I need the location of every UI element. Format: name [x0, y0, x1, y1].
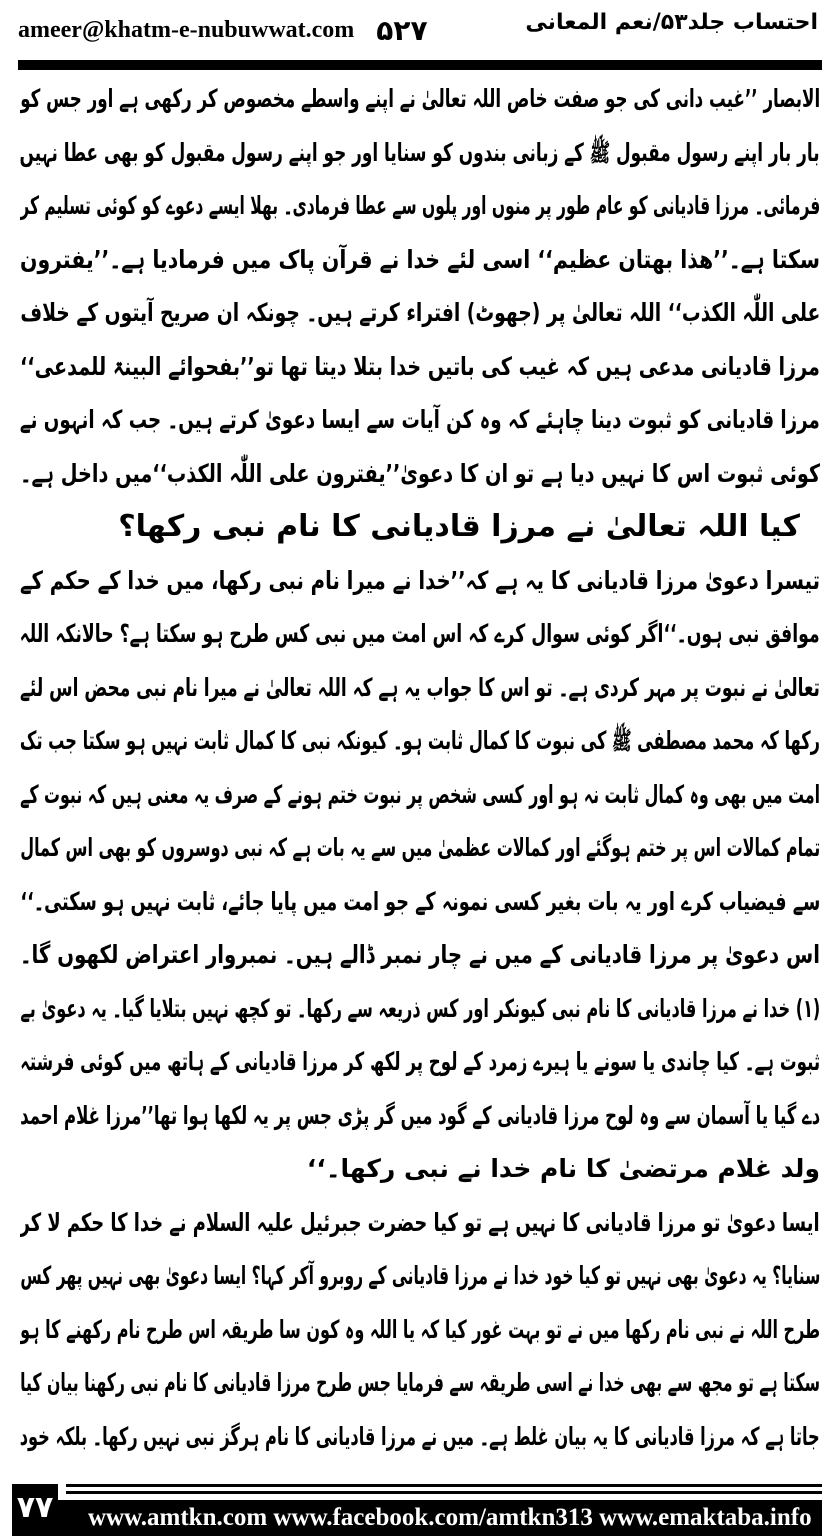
text-line [20, 714, 820, 768]
footer-page-number: ۷۷ [12, 1484, 58, 1536]
text-line-content: (۱) خدا نے مرزا قادیانی کا نام نبی کیونکر اور کس ذریعہ سے رکھا۔ تو کچھ نہیں بتلایا گیا۔ یہ دعویٰ بے [20, 993, 820, 1023]
text-line [20, 179, 820, 233]
text-line [20, 1410, 820, 1464]
text-line-content: سنایا؟ یہ دعویٰ بھی نہیں تو کیا خود خدا نے مرزا قادیانی کے روبرو آکر کہا؟ ایسا دعویٰ بھی نہیں پھر کس [20, 1261, 820, 1290]
footer-rule [66, 1484, 822, 1487]
text-line-content: جاتا ہے کہ مرزا قادیانی کا یہ بیان غلط ہے۔ میں نے مرزا قادیانی کا نام ہرگز نبی نہیں رکھا۔ بلکہ خود [20, 1421, 820, 1451]
text-line-content: فرمائی۔ مرزا قادیانی کو عام طور پر منوں اور پلوں سے عطا فرمادی۔ بھلا ایسے دعوے کو کوئی تسلیم کر [20, 191, 820, 220]
header-left-group [18, 8, 428, 52]
text-line-content: تیسرا دعویٰ مرزا قادیانی کا یہ ہے کہ’’خدا نے میرا نام نبی رکھا، میں خدا کے حکم کے [20, 565, 820, 595]
text-line-content: مرزا قادیانی کو ثبوت دینا چاہئے کہ وہ کن آیات سے ایسا دعویٰ کرتے ہیں۔ جب کہ انہوں نے [20, 405, 820, 434]
text-line [20, 607, 820, 661]
text-line [20, 1142, 820, 1196]
text-line [20, 1356, 820, 1410]
text-line [20, 661, 820, 715]
text-line-content: علی اللّٰہ الکذب‘‘ اللہ تعالیٰ پر (جھوٹ) افتراء کرتے ہیں۔ چونکہ ان صریح آیتوں کے خلاف [20, 298, 820, 327]
text-line-content: امت میں بھی وہ کمال ثابت نہ ہو اور کسی شخص پر نبوت ختم ہونے کے صرف یہ معنی ہیں کہ نبوت کے [20, 779, 820, 809]
header-email: ameer@khatm-e-nubuwwat.com [18, 16, 355, 43]
text-line-content: سے فیضیاب کرے اور یہ بات بغیر کسی نمونہ کے جو امت میں پایا جائے، ثابت نہیں ہو سکتی۔‘‘ [20, 886, 820, 916]
text-line [20, 126, 820, 180]
text-line [20, 340, 820, 394]
text-line-content: سکتا ہے تو مجھ سے بھی خدا نے اسی طریقہ سے فرمایا جس طرح مرزا قادیانی کا نام نبی رکھنا بیان کیا [20, 1368, 820, 1397]
text-line [20, 1196, 820, 1250]
text-line [20, 554, 820, 608]
text-line-content: مرزا قادیانی مدعی ہیں کہ غیب کی باتیں خدا بتلا دیتا تھا تو’’بفحوائے البینۃ للمدعی‘‘ [20, 351, 820, 381]
section-heading [20, 500, 820, 554]
text-line-content: تعالیٰ نے نبوت پر مہر کردی ہے۔ تو اس کا جواب یہ ہے کہ اللہ تعالیٰ نے میرا نام نبی محض اس لئے [20, 672, 820, 702]
text-line [20, 72, 820, 126]
text-line-content: کیا اللہ تعالیٰ نے مرزا قادیانی کا نام نبی رکھا؟ [118, 509, 800, 544]
text-line-content: اس دعویٰ پر مرزا قادیانی کے میں نے چار نمبر ڈالے ہیں۔ نمبروار اعتراض لکھوں گا۔ [20, 940, 820, 969]
text-line [20, 768, 820, 822]
text-line [20, 1249, 820, 1303]
text-line [20, 1035, 820, 1089]
text-line [20, 447, 820, 501]
text-line-content: کوئی ثبوت اس کا نہیں دیا ہے تو ان کا دعویٰ’’یفترون علی اللّٰہ الکذب‘‘میں داخل ہے۔ [20, 458, 820, 488]
text-line-content: بار بار اپنے رسول مقبول ﷺ کے زبانی بندوں کو سنایا اور جو اپنے رسول مقبول کو بھی عطا نہیں [20, 137, 820, 167]
text-line [20, 982, 820, 1036]
text-line-content: الابصار ’’غیب دانی کی جو صفت خاص اللہ تعالیٰ نے اپنے واسطے مخصوص کر رکھی ہے اور جس کو [20, 84, 820, 113]
body-text [20, 72, 820, 1463]
text-line-content: ایسا دعویٰ تو مرزا قادیانی کا نہیں ہے تو کیا حضرت جبرئیل علیہ السلام نے خدا کا حکم لا کر [20, 1207, 820, 1237]
text-line-content: رکھا کہ محمد مصطفی ﷺ کی نبوت کا کمال ثابت ہو۔ کیونکہ نبی کا کمال ثابت نہیں ہو سکتا جب تک [20, 726, 820, 755]
footer-rule [66, 1491, 822, 1494]
text-line [20, 1303, 820, 1357]
text-line [20, 928, 820, 982]
text-line [20, 1089, 820, 1143]
text-line [20, 821, 820, 875]
header-book-title: احتساب جلد۵۳/نعم المعانی [525, 10, 818, 35]
text-line-content: دے گیا یا آسمان سے وہ لوح مرزا قادیانی کے گود میں گر پڑی جس پر یہ لکھا ہوا تھا’’مرزا غلام احمد [20, 1100, 820, 1130]
text-line-content: سکتا ہے۔’’ھذا بھتان عظیم‘‘ اسی لئے خدا نے قرآن پاک میں فرمادیا ہے۔’’یفترون [20, 244, 820, 274]
footer-links: www.amtkn.com www.facebook.com/amtkn313 www.emaktaba.info [58, 1500, 822, 1536]
text-line-content: موافق نبی ہوں۔‘‘اگر کوئی سوال کرے کہ اس امت میں نبی کس طرح ہو سکتا ہے؟ حالانکہ اللہ [20, 619, 820, 648]
text-line-content: طرح اللہ نے نبی نام رکھا میں نے تو بہت غور کیا کہ یا اللہ وہ کون سا طریقہ اس طرح نام رکھنے کا ہو [20, 1314, 820, 1344]
text-line [20, 875, 820, 929]
header-page-number: ۵۲۷ [376, 13, 428, 47]
text-line [20, 286, 820, 340]
text-line-content: تمام کمالات اس پر ختم ہوگئے اور کمالات عظمیٰ میں سے یہ بات ہے کہ نبی دوسروں کو بھی اس کمال [20, 833, 820, 862]
text-line-content: ثبوت ہے۔ کیا چاندی یا سونے یا ہیرے زمرد کے لوح پر لکھ کر مرزا قادیانی کے ہاتھ میں کوئی فرشتہ [20, 1047, 820, 1076]
text-line-content: ولد غلام مرتضیٰ کا نام خدا نے نبی رکھا۔‘‘ [306, 1154, 820, 1183]
text-line [20, 393, 820, 447]
header-rule [18, 60, 822, 70]
text-line [20, 233, 820, 287]
